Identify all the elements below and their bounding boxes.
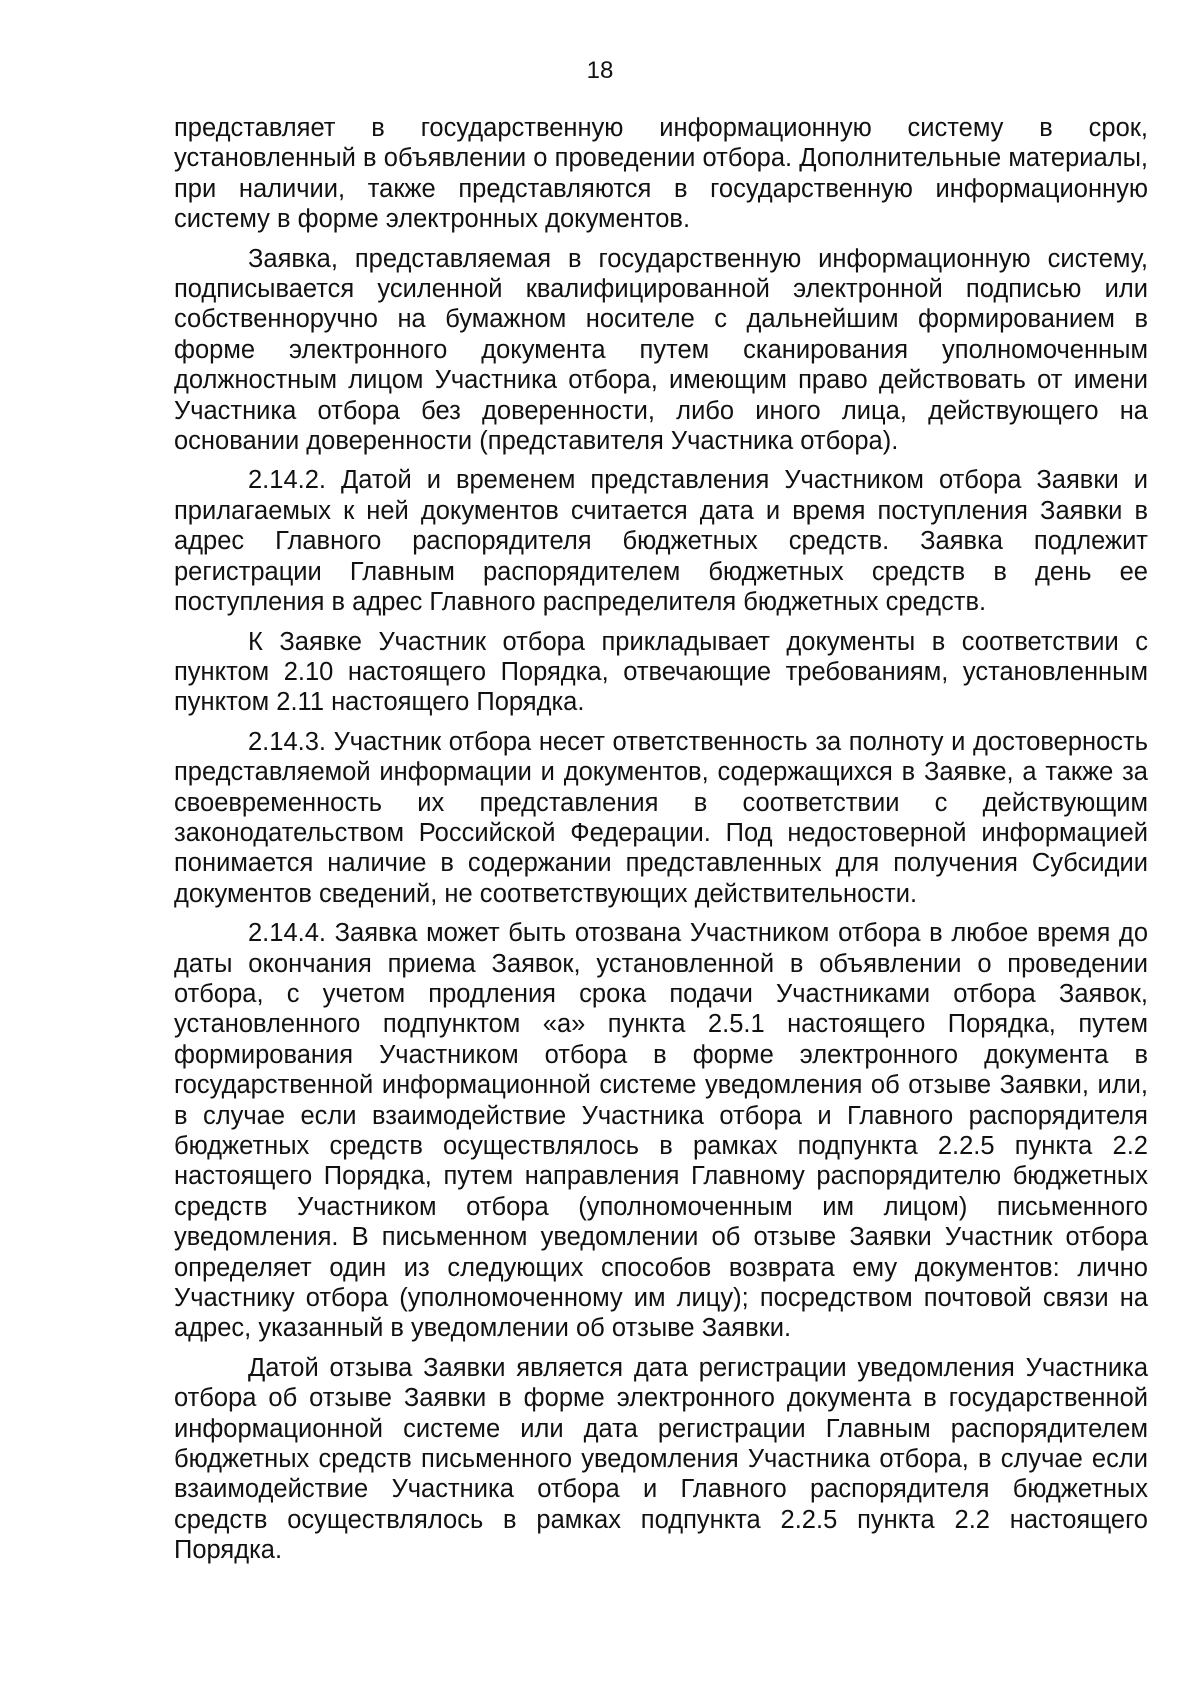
paragraph-2-14-3: 2.14.3. Участник отбора несет ответственность за полноту и достоверность представляемой информации и документов, содержащихся в Заявке, а также за своевременность их представления в соответствии с действующим законодательством Российской Федерации. Под недостоверной информацией понимается наличие в содержании представленных для получения Субсидии документов сведений, не соответствующих действительности. <box>174 727 1148 908</box>
paragraph-withdrawal-date: Датой отзыва Заявки является дата регистрации уведомления Участника отбора об отзыве Заявки в форме электронного документа в государственной информационной системе или дата регистрации Главным распорядителем бюджетных средств письменного уведомления Участника отбора, в случае если взаимодействие Участника отбора и Главного распорядителя бюджетных средств осуществлялось в рамках подпункта 2.2.5 пункта 2.2 настоящего Порядка. <box>174 1353 1148 1565</box>
document-body <box>174 113 1148 1575</box>
paragraph-2-14-2: 2.14.2. Датой и временем представления Участником отбора Заявки и прилагаемых к ней документов считается дата и время поступления Заявки в адрес Главного распорядителя бюджетных средств. Заявка подлежит регистрации Главным распорядителем бюджетных средств в день ее поступления в адрес Главного распределителя бюджетных средств. <box>174 466 1148 617</box>
paragraph-application-signature: Заявка, представляемая в государственную информационную систему, подписывается усиленной квалифицированной электронной подписью или собственноручно на бумажном носителе с дальнейшим формированием в форме электронного документа путем сканирования уполномоченным должностным лицом Участника отбора, имеющим право действовать от имени Участника отбора без доверенности, либо иного лица, действующего на основании доверенности (представителя Участника отбора). <box>174 244 1148 456</box>
paragraph-continuation: представляет в государственную информационную систему в срок, установленный в объявлении о проведении отбора. Дополнительные материалы, при наличии, также представляются в государственную информационную систему в форме электронных документов. <box>174 114 1148 234</box>
paragraph-2-14-4: 2.14.4. Заявка может быть отозвана Участником отбора в любое время до даты окончания приема Заявок, установленной в объявлении о проведении отбора, с учетом продления срока подачи Участниками отбора Заявок, установленного подпунктом «а» пункта 2.5.1 настоящего Порядка, путем формирования Участником отбора в форме электронного документа в государственной информационной системе уведомления об отзыве Заявки, или, в случае если взаимодействие Участника отбора и Главного распорядителя бюджетных средств осуществлялось в рамках подпункта 2.2.5 пункта 2.2 настоящего Порядка, путем направления Главному распорядителю бюджетных средств Участником отбора (уполномоченным им лицом) письменного уведомления. В письменном уведомлении об отзыве Заявки Участник отбора определяет один из следующих способов возврата ему документов: лично Участнику отбора (уполномоченному им лицу); посредством почтовой связи на адрес, указанный в уведомлении об отзыве Заявки. <box>174 919 1148 1343</box>
page-number: 18 <box>586 57 614 84</box>
paragraph-attached-documents: К Заявке Участник отбора прикладывает документы в соответствии с пунктом 2.10 настоящего Порядка, отвечающие требованиям, установленным пунктом 2.11 настоящего Порядка. <box>174 627 1148 717</box>
